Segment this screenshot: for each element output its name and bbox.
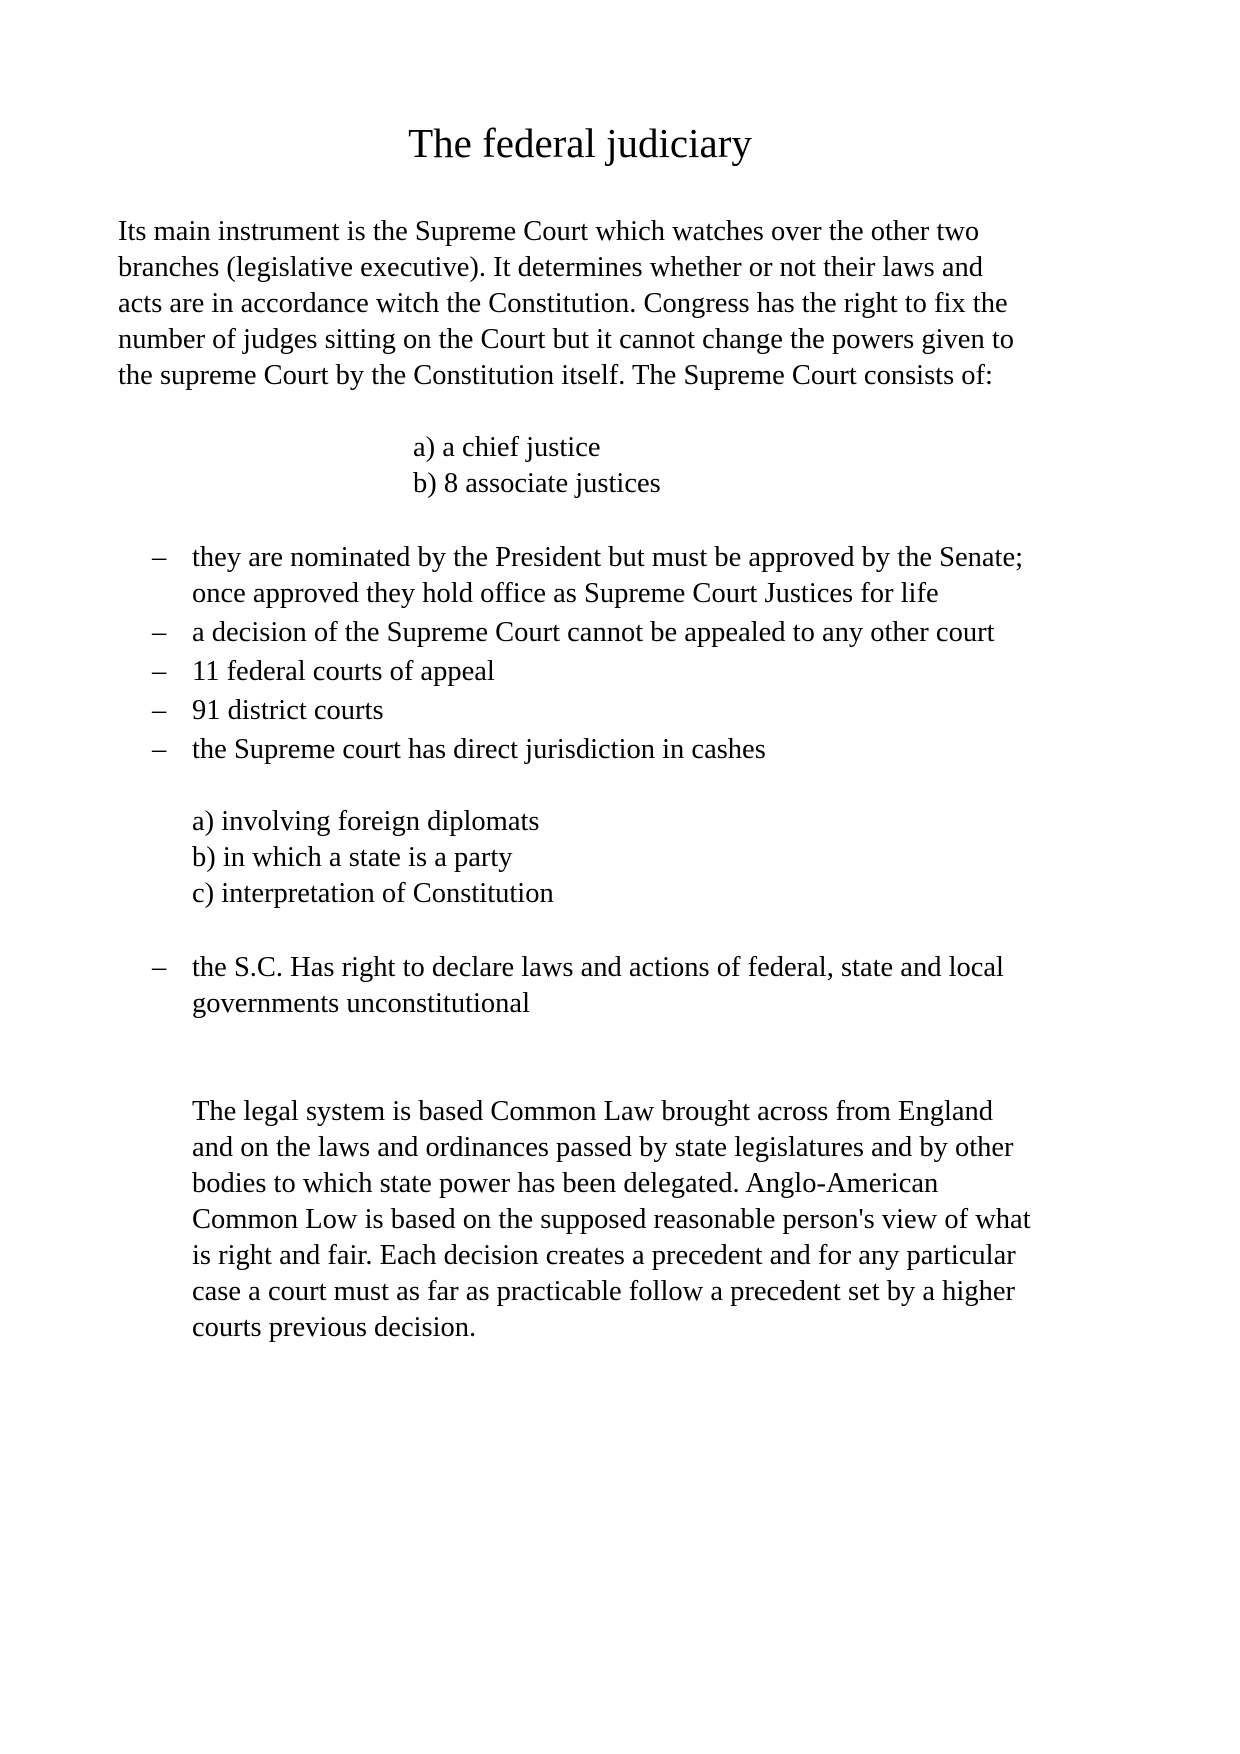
list-item <box>152 615 1142 651</box>
list-item-line: they are nominated by the President but must be approved by the Senate; <box>192 542 1024 573</box>
court-composition-list <box>413 430 661 502</box>
list-item-line: 91 district courts <box>192 695 384 726</box>
dash-bullet: – <box>152 656 167 687</box>
list-item: c) interpretation of Constitution <box>192 878 554 909</box>
intro-line: acts are in accordance witch the Constitution. Congress has the right to fix the <box>118 288 1008 319</box>
list-item: b) in which a state is a party <box>192 842 513 873</box>
judicial-review-list <box>152 950 1142 1025</box>
dash-bullet: – <box>152 542 167 573</box>
list-item-line: the Supreme court has direct jurisdiction in cashes <box>192 734 766 765</box>
jurisdiction-list <box>192 804 554 912</box>
page-title: The federal judiciary <box>408 120 752 166</box>
closing-line: Common Low is based on the supposed reasonable person's view of what <box>192 1204 1031 1235</box>
list-item-line: 11 federal courts of appeal <box>192 656 495 687</box>
list-item-line: governments unconstitutional <box>192 988 530 1019</box>
closing-line: case a court must as far as practicable follow a precedent set by a higher <box>192 1276 1015 1307</box>
list-item: b) 8 associate justices <box>413 468 661 499</box>
intro-line: Its main instrument is the Supreme Court which watches over the other two <box>118 216 980 247</box>
list-item <box>152 950 1142 1022</box>
list-item-line: once approved they hold office as Supreme Court Justices for life <box>192 578 939 609</box>
closing-line: The legal system is based Common Law brought across from England <box>192 1096 994 1127</box>
supreme-court-facts-list <box>152 540 1142 771</box>
closing-line: courts previous decision. <box>192 1312 477 1343</box>
closing-line: and on the laws and ordinances passed by state legislatures and by other <box>192 1132 1014 1163</box>
list-item <box>152 693 1142 729</box>
intro-line: branches (legislative executive). It determines whether or not their laws and <box>118 252 983 283</box>
dash-bullet: – <box>152 734 167 765</box>
dash-bullet: – <box>152 695 167 726</box>
list-item-line: the S.C. Has right to declare laws and actions of federal, state and local <box>192 952 1004 983</box>
intro-line: the supreme Court by the Constitution itself. The Supreme Court consists of: <box>118 360 993 391</box>
list-item: a) a chief justice <box>413 432 601 463</box>
closing-line: is right and fair. Each decision creates a precedent and for any particular <box>192 1240 1016 1271</box>
dash-bullet: – <box>152 952 167 983</box>
list-item <box>152 540 1142 612</box>
legal-system-paragraph <box>192 1094 1142 1346</box>
intro-paragraph <box>118 214 1118 394</box>
closing-line: bodies to which state power has been delegated. Anglo-American <box>192 1168 939 1199</box>
list-item-line: a decision of the Supreme Court cannot be appealed to any other court <box>192 617 995 648</box>
intro-line: number of judges sitting on the Court but it cannot change the powers given to <box>118 324 1014 355</box>
list-item: a) involving foreign diplomats <box>192 806 540 837</box>
list-item <box>152 654 1142 690</box>
list-item <box>152 732 1142 768</box>
dash-bullet: – <box>152 617 167 648</box>
